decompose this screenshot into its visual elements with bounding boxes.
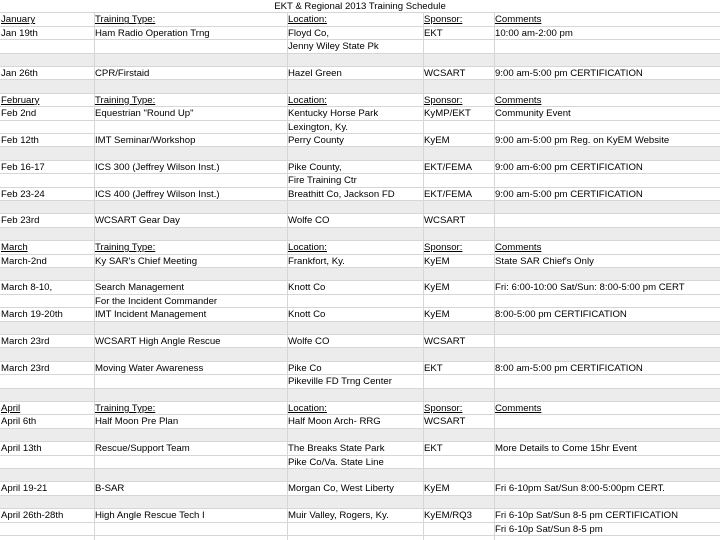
date-cell[interactable]: [0, 429, 94, 442]
sponsor-cell[interactable]: [423, 429, 494, 442]
blank-row: [0, 54, 720, 67]
location-cell[interactable]: Breathitt Co, Jackson FD: [288, 188, 395, 200]
date-cell[interactable]: [0, 348, 94, 361]
training-type-cell[interactable]: [94, 456, 287, 469]
location-cell[interactable]: Fire Training Ctr: [288, 175, 357, 187]
comments-cell[interactable]: Community Event: [495, 108, 571, 120]
column-divider: [287, 13, 288, 540]
comments-cell[interactable]: Fri 6-10p Sat/Sun 8-5 pm CERTIFICATION: [495, 510, 679, 522]
sponsor-cell[interactable]: [423, 496, 494, 509]
sponsor-cell[interactable]: KyEM: [424, 255, 450, 267]
blank-row: [0, 389, 720, 402]
comments-cell[interactable]: [494, 295, 720, 308]
date-cell[interactable]: [0, 469, 94, 482]
date-cell[interactable]: [0, 174, 94, 187]
date-cell[interactable]: [0, 54, 94, 67]
location-cell[interactable]: Knott Co: [288, 309, 326, 321]
comments-cell[interactable]: 8:00-5:00 pm CERTIFICATION: [495, 309, 627, 321]
schedule-row: [0, 523, 720, 536]
date-cell[interactable]: April 26th-28th: [1, 510, 64, 522]
sponsor-cell[interactable]: [423, 228, 494, 241]
training-type-cell[interactable]: Moving Water Awareness: [95, 362, 204, 374]
schedule-row: [0, 67, 720, 80]
sponsor-cell[interactable]: KyEM: [424, 483, 450, 495]
date-cell[interactable]: [0, 456, 94, 469]
schedule-row: [0, 509, 720, 522]
comments-cell[interactable]: [494, 228, 720, 241]
sponsor-cell[interactable]: WCSART: [424, 215, 466, 227]
date-header[interactable]: February: [1, 94, 40, 106]
date-header[interactable]: January: [1, 14, 36, 26]
date-cell[interactable]: March 8-10,: [1, 282, 53, 294]
location-cell[interactable]: [287, 54, 423, 67]
comments-cell[interactable]: 8:00 am-5:00 pm CERTIFICATION: [495, 362, 643, 374]
comments-cell[interactable]: [494, 214, 720, 227]
training-type-cell[interactable]: [94, 268, 287, 281]
blank-row: [0, 201, 720, 214]
schedule-row: [0, 482, 720, 495]
training-type-cell[interactable]: [94, 322, 287, 335]
sponsor-cell[interactable]: WCSART: [424, 68, 466, 79]
sponsor-cell[interactable]: [423, 295, 494, 308]
comments-header[interactable]: Comments: [495, 94, 542, 106]
blank-row: [0, 228, 720, 241]
location-cell[interactable]: Pikeville FD Trng Center: [288, 376, 392, 388]
comments-cell[interactable]: More Details to Come 15hr Event: [495, 443, 637, 455]
date-cell[interactable]: [0, 121, 94, 134]
comments-cell[interactable]: [494, 201, 720, 214]
date-cell[interactable]: [0, 375, 94, 388]
comments-cell[interactable]: 10:00 am-2:00 pm: [495, 27, 573, 39]
training-type-cell[interactable]: Search Management: [95, 282, 185, 294]
location-cell[interactable]: Pike Co/Va. State Line: [288, 456, 384, 468]
sponsor-cell[interactable]: [423, 469, 494, 482]
sponsor-cell[interactable]: [423, 147, 494, 160]
blank-row: [0, 496, 720, 509]
column-divider: [423, 13, 424, 540]
training-type-cell[interactable]: [94, 228, 287, 241]
sponsor-cell[interactable]: KyEM: [424, 135, 450, 146]
location-header[interactable]: Location:: [288, 14, 327, 26]
comments-cell[interactable]: [494, 469, 720, 482]
comments-cell[interactable]: [494, 496, 720, 509]
comments-cell[interactable]: [494, 429, 720, 442]
sponsor-cell[interactable]: [423, 54, 494, 67]
sponsor-cell[interactable]: [423, 201, 494, 214]
schedule-row: [0, 121, 720, 134]
training-type-cell[interactable]: [94, 496, 287, 509]
training-type-cell[interactable]: [94, 429, 287, 442]
comments-cell[interactable]: Fri: 6:00-10:00 Sat/Sun: 8:00-5:00 pm CERT: [495, 282, 685, 294]
schedule-row: [0, 188, 720, 201]
title-row: [0, 0, 720, 13]
sponsor-cell[interactable]: EKT: [424, 27, 443, 39]
training-type-cell[interactable]: Equestrian "Round Up": [95, 108, 194, 120]
sponsor-cell[interactable]: EKT: [424, 362, 443, 374]
schedule-row: [0, 107, 720, 120]
location-cell[interactable]: The Breaks State Park: [288, 443, 385, 455]
sponsor-cell[interactable]: [423, 268, 494, 281]
schedule-row: [0, 255, 720, 268]
comments-cell[interactable]: [494, 174, 720, 187]
location-cell[interactable]: [287, 201, 423, 214]
comments-cell[interactable]: [494, 415, 720, 428]
month-header-row: [0, 13, 720, 26]
sponsor-cell[interactable]: [423, 174, 494, 187]
blank-row: [0, 469, 720, 482]
date-cell[interactable]: Feb 12th: [1, 135, 39, 146]
schedule-row: [0, 295, 720, 308]
location-cell[interactable]: [287, 389, 423, 402]
training-type-cell[interactable]: [94, 389, 287, 402]
sponsor-cell[interactable]: [423, 322, 494, 335]
comments-cell[interactable]: 9:00 am-5:00 pm Reg. on KyEM Website: [495, 135, 670, 146]
location-header[interactable]: Location:: [288, 242, 327, 254]
location-cell[interactable]: Floyd Co,: [288, 27, 330, 39]
location-cell[interactable]: [287, 228, 423, 241]
location-cell[interactable]: [287, 496, 423, 509]
date-cell[interactable]: Jan 19th: [1, 27, 38, 39]
location-cell[interactable]: [287, 147, 423, 160]
comments-cell[interactable]: [494, 322, 720, 335]
training-type-cell[interactable]: Ky SAR's Chief Meeting: [95, 255, 198, 267]
training-type-cell[interactable]: [94, 174, 287, 187]
comments-cell[interactable]: 9:00 am-5:00 pm CERTIFICATION: [495, 68, 643, 79]
location-cell[interactable]: Half Moon Arch- RRG: [288, 416, 381, 428]
blank-row: [0, 268, 720, 281]
training-type-cell[interactable]: CPR/Firstaid: [95, 68, 150, 79]
location-cell[interactable]: Hazel Green: [288, 68, 342, 79]
training-type-cell[interactable]: B-SAR: [95, 483, 125, 495]
location-cell[interactable]: Lexington, Ky.: [288, 121, 349, 133]
location-cell[interactable]: Morgan Co, West Liberty: [288, 483, 394, 495]
training-type-cell[interactable]: Ham Radio Operation Trng: [95, 27, 210, 39]
date-header[interactable]: April: [1, 403, 21, 414]
comments-cell[interactable]: [494, 80, 720, 93]
date-cell[interactable]: [0, 201, 94, 214]
training-type-cell[interactable]: [94, 121, 287, 134]
comments-cell[interactable]: [494, 40, 720, 53]
training-type-cell[interactable]: IMT Incident Management: [95, 309, 207, 321]
training-type-cell[interactable]: [94, 469, 287, 482]
comments-cell[interactable]: [494, 456, 720, 469]
comments-cell[interactable]: [494, 147, 720, 160]
date-cell[interactable]: Feb 23-24: [1, 188, 45, 200]
location-cell[interactable]: Pike Co: [288, 362, 322, 374]
training-type-cell[interactable]: [94, 54, 287, 67]
date-cell[interactable]: Jan 26th: [1, 68, 38, 79]
sponsor-cell[interactable]: KyEM: [424, 309, 450, 321]
month-header-row: [0, 241, 720, 254]
blank-row: [0, 348, 720, 361]
sponsor-cell[interactable]: WCSART: [424, 336, 466, 347]
location-cell[interactable]: [287, 268, 423, 281]
location-cell[interactable]: [287, 429, 423, 442]
comments-cell[interactable]: [494, 335, 720, 348]
blank-row: [0, 322, 720, 335]
location-cell[interactable]: [287, 80, 423, 93]
location-cell[interactable]: Jenny Wiley State Pk: [288, 41, 379, 53]
blank-row: [0, 147, 720, 160]
date-cell[interactable]: [0, 523, 94, 536]
comments-cell[interactable]: [494, 121, 720, 134]
schedule-row: [0, 442, 720, 455]
schedule-row: [0, 456, 720, 469]
schedule-row: [0, 415, 720, 428]
training-type-cell[interactable]: Rescue/Support Team: [95, 443, 190, 455]
schedule-row: [0, 161, 720, 174]
date-cell[interactable]: March 23rd: [1, 336, 50, 347]
location-cell[interactable]: Wolfe CO: [288, 336, 330, 347]
training-type-cell[interactable]: ICS 400 (Jeffrey Wilson Inst.): [95, 188, 220, 200]
date-cell[interactable]: [0, 147, 94, 160]
training-type-cell[interactable]: [94, 80, 287, 93]
schedule-row: [0, 308, 720, 321]
sponsor-cell[interactable]: [423, 375, 494, 388]
comments-cell[interactable]: [494, 389, 720, 402]
comments-cell[interactable]: State SAR Chief's Only: [495, 255, 594, 267]
schedule-row: [0, 375, 720, 388]
date-cell[interactable]: April 19-21: [1, 483, 48, 495]
training-type-cell[interactable]: WCSART High Angle Rescue: [95, 336, 221, 347]
comments-header[interactable]: Comments: [495, 242, 542, 254]
comments-cell[interactable]: [494, 268, 720, 281]
schedule-row: [0, 281, 720, 294]
date-cell[interactable]: March-2nd: [1, 255, 47, 267]
location-cell[interactable]: Wolfe CO: [288, 215, 330, 227]
location-cell[interactable]: Muir Valley, Rogers, Ky.: [288, 510, 389, 522]
training-type-cell[interactable]: ICS 300 (Jeffrey Wilson Inst.): [95, 161, 220, 173]
sponsor-cell[interactable]: EKT/FEMA: [424, 188, 472, 200]
training-type-cell[interactable]: WCSART Gear Day: [95, 215, 180, 227]
sponsor-cell[interactable]: EKT: [424, 443, 443, 455]
sponsor-cell[interactable]: [423, 80, 494, 93]
comments-cell[interactable]: [494, 375, 720, 388]
comments-cell[interactable]: 9:00 am-6:00 pm CERTIFICATION: [495, 161, 643, 173]
location-cell[interactable]: Frankfort, Ky.: [288, 255, 345, 267]
schedule-row: [0, 214, 720, 227]
location-header[interactable]: Location:: [288, 94, 327, 106]
location-header[interactable]: Location:: [288, 403, 327, 414]
sponsor-cell[interactable]: WCSART: [424, 416, 466, 428]
sponsor-cell[interactable]: KyMP/EKT: [424, 108, 471, 120]
sponsor-header[interactable]: Sponsor:: [424, 403, 463, 414]
schedule-row: [0, 174, 720, 187]
location-cell[interactable]: Kentucky Horse Park: [288, 108, 379, 120]
date-cell[interactable]: [0, 228, 94, 241]
sponsor-cell[interactable]: [423, 523, 494, 536]
date-cell[interactable]: March 19-20th: [1, 309, 63, 321]
training-type-cell[interactable]: [94, 147, 287, 160]
training-type-cell[interactable]: High Angle Rescue Tech I: [95, 510, 205, 522]
comments-header[interactable]: Comments: [495, 403, 542, 414]
location-cell[interactable]: [287, 469, 423, 482]
location-cell[interactable]: [287, 523, 423, 536]
sponsor-cell[interactable]: [423, 456, 494, 469]
schedule-row: [0, 40, 720, 53]
sponsor-cell[interactable]: [423, 389, 494, 402]
training-type-cell[interactable]: [94, 40, 287, 53]
date-header[interactable]: March: [1, 242, 28, 254]
date-cell[interactable]: [0, 322, 94, 335]
location-cell[interactable]: [287, 322, 423, 335]
schedule-row: [0, 362, 720, 375]
sponsor-header[interactable]: Sponsor:: [424, 94, 463, 106]
schedule-title[interactable]: EKT & Regional 2013 Training Schedule: [274, 1, 446, 12]
date-cell[interactable]: March 23rd: [1, 362, 50, 374]
sponsor-cell[interactable]: [423, 121, 494, 134]
training-type-cell[interactable]: [94, 375, 287, 388]
schedule-row: [0, 335, 720, 348]
location-cell[interactable]: Knott Co: [288, 282, 326, 294]
date-cell[interactable]: Feb 16-17: [1, 161, 45, 173]
sponsor-header[interactable]: Sponsor:: [424, 14, 463, 26]
date-cell[interactable]: April 6th: [1, 416, 37, 428]
date-cell[interactable]: [0, 80, 94, 93]
sponsor-cell[interactable]: KyEM: [424, 282, 450, 294]
training-type-cell[interactable]: For the Incident Commander: [95, 295, 218, 307]
location-cell[interactable]: [287, 295, 423, 308]
date-cell[interactable]: Feb 2nd: [1, 108, 37, 120]
date-cell[interactable]: [0, 40, 94, 53]
sponsor-cell[interactable]: EKT/FEMA: [424, 161, 472, 173]
column-divider: [494, 13, 495, 540]
training-type-cell[interactable]: IMT Seminar/Workshop: [95, 135, 196, 146]
training-type-cell[interactable]: Half Moon Pre Plan: [95, 416, 179, 428]
schedule-row: [0, 134, 720, 147]
date-cell[interactable]: [0, 389, 94, 402]
location-cell[interactable]: Pike County,: [288, 161, 342, 173]
date-cell[interactable]: [0, 295, 94, 308]
date-cell[interactable]: Feb 23rd: [1, 215, 40, 227]
blank-row: [0, 80, 720, 93]
training-type-cell[interactable]: [94, 523, 287, 536]
training-type-cell[interactable]: [94, 201, 287, 214]
month-header-row: [0, 402, 720, 415]
comments-cell[interactable]: [494, 54, 720, 67]
blank-row: [0, 429, 720, 442]
training-type-header[interactable]: Training Type:: [95, 94, 156, 106]
comments-cell[interactable]: Fri 6-10pm Sat/Sun 8:00-5:00pm CERT.: [495, 483, 665, 495]
training-type-cell[interactable]: [94, 348, 287, 361]
month-header-row: [0, 94, 720, 107]
location-cell[interactable]: [287, 348, 423, 361]
date-cell[interactable]: [0, 496, 94, 509]
location-cell[interactable]: Perry County: [288, 135, 344, 146]
schedule-row: [0, 27, 720, 40]
training-type-header[interactable]: Training Type:: [95, 14, 156, 26]
sponsor-cell[interactable]: [423, 40, 494, 53]
comments-header[interactable]: Comments: [495, 14, 542, 26]
date-cell[interactable]: [0, 268, 94, 281]
sponsor-cell[interactable]: [423, 348, 494, 361]
column-divider: [94, 13, 95, 540]
sponsor-cell[interactable]: KyEM/RQ3: [424, 510, 472, 522]
sponsor-header[interactable]: Sponsor:: [424, 242, 463, 254]
training-type-header[interactable]: Training Type:: [95, 403, 156, 414]
comments-cell[interactable]: [494, 348, 720, 361]
date-cell[interactable]: April 13th: [1, 443, 42, 455]
training-type-header[interactable]: Training Type:: [95, 242, 156, 254]
comments-cell[interactable]: 9:00 am-5:00 pm CERTIFICATION: [495, 188, 643, 200]
comments-cell[interactable]: Fri 6-10p Sat/Sun 8-5 pm: [495, 523, 603, 535]
